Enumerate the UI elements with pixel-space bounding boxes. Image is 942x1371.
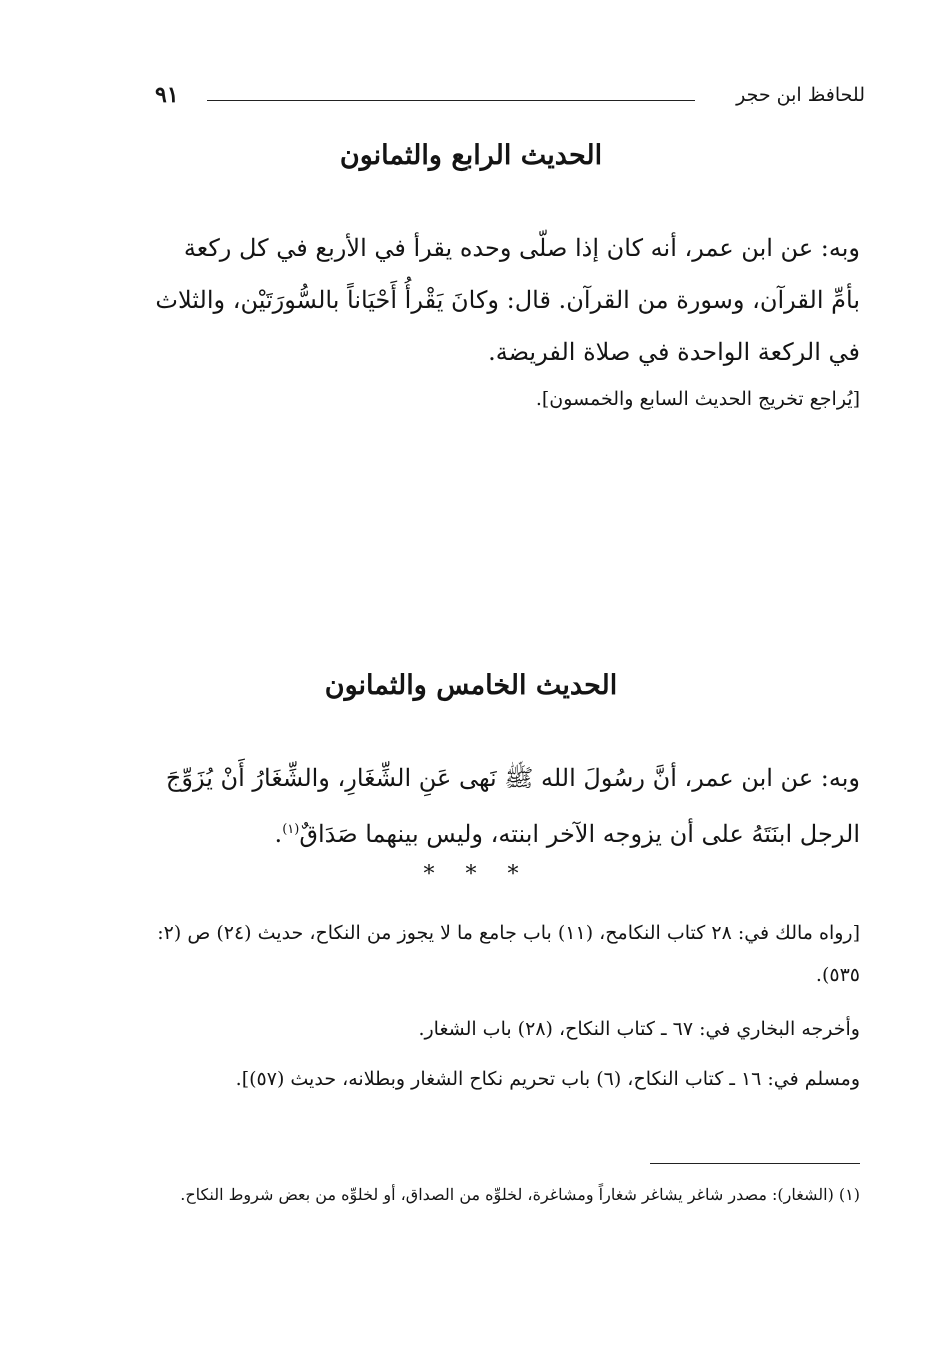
hadith-85-reference-muslim: ومسلم في: ١٦ ـ كتاب النكاح، (٦) باب تحريم نكاح الشغار وبطلانه، حديث (٥٧)].: [235, 1068, 860, 1090]
sentence-end: .: [274, 820, 283, 848]
section-separator: [0, 862, 942, 887]
hadith-84-text: وبه: عن ابن عمر، أنه كان إذا صلّى وحده يقرأ في الأربع في كل ركعة بأمِّ القرآن، وسورة من القرآن. قال: وكانَ يَقْرأُ أَحْيَاناً بالسُّورَتَيْن، والثلاث في الركعة الواحدة في صلاة الفريضة.: [155, 234, 860, 366]
separator-star: *: [465, 862, 477, 887]
hadith-85-reference-bukhari: وأخرجه البخاري في: ٦٧ ـ كتاب النكاح، (٢٨) باب الشغار.: [418, 1018, 860, 1040]
hadith-84-reference: [يُراجع تخريج الحديث السابع والخمسون].: [535, 388, 860, 410]
hadith-85-text: [155, 752, 860, 860]
hadith-85-reference-malik: [رواه مالك في: ٢٨ كتاب النكامح، (١١) باب جامع ما لا يجوز من النكاح، حديث (٢٤) ص (٢: ٥٣٥).: [157, 922, 860, 986]
running-head: [155, 82, 865, 122]
separator-star: *: [423, 862, 435, 887]
header-rule: [207, 100, 695, 101]
page-number: ٩١: [155, 82, 179, 108]
hadith-84-title: الحديث الرابع والثمانون: [339, 140, 603, 171]
hadith-85-body: وبه: عن ابن عمر، أنَّ رسُولَ الله ﷺ نَهى عَنِ الشِّغَارِ، والشِّغَارُ أَنْ يُزَوِّجَ الرجل ابنَتَهُ على أن يزوجه الآخر ابنته، وليس بينهما صَدَاقٌ: [165, 764, 860, 848]
book-title: للحافظ ابن حجر: [736, 84, 865, 106]
footnote: (١) (الشغار): مصدر شاغر يشاغر شغاراً ومشاغرة، لخلوِّه من الصداق، أو لخلوِّه من بعض شروط النكاح.: [180, 1185, 860, 1204]
footnote-marker: (١): [282, 822, 300, 837]
separator-star: *: [507, 862, 519, 887]
footnote-rule: [650, 1163, 860, 1164]
hadith-85-title: الحديث الخامس والثمانون: [324, 670, 618, 701]
